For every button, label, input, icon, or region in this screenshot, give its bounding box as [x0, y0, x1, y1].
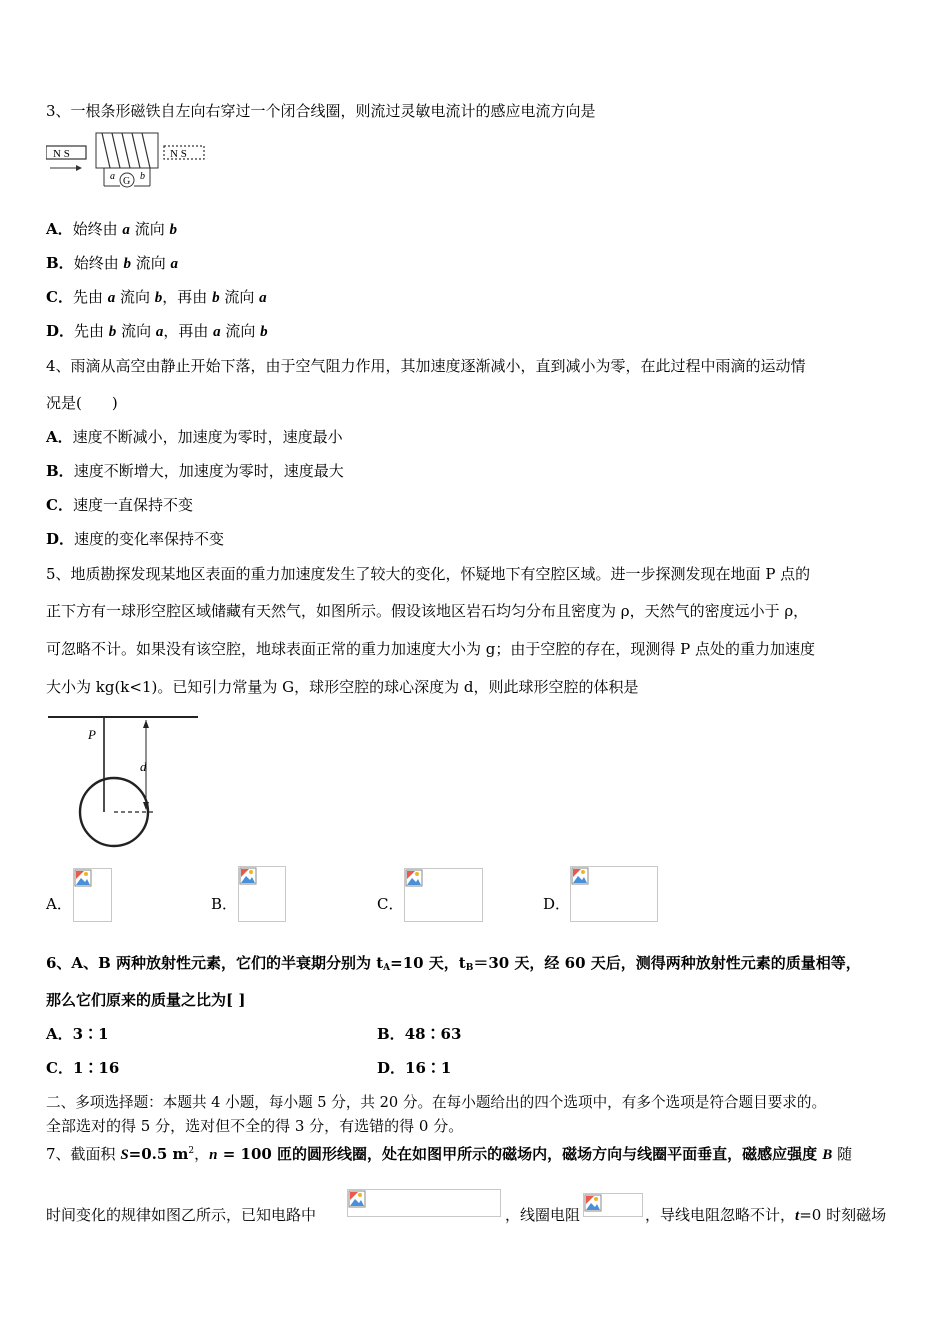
q7-stem-line2-part2: ，线圈电阻 [505, 1206, 581, 1224]
broken-image-icon [348, 1190, 366, 1208]
q4-option-c: C．速度一直保持不变 [46, 496, 193, 514]
q5-option-c-label: C． [377, 895, 404, 913]
q6-option-d: D．16∶1 [377, 1059, 452, 1077]
q7-stem-line2-part3: ，导线电阻忽略不计，t=0 时刻磁场 [645, 1206, 887, 1224]
q3-option-d: D．先由 b 流向 a，再由 a 流向 b [46, 322, 268, 340]
q6-stem-line1: 6、A、B 两种放射性元素，它们的半衰期分别为 $t_A=10$ 天，$t_B=30$ 天，经 60 天后，测得两种放射性元素的质量相等， [46, 954, 861, 973]
q6-stem-line2: 那么它们原来的质量之比为[ ] [46, 991, 246, 1009]
q4-option-a: A．速度不断减小，加速度为零时，速度最小 [46, 428, 343, 446]
q7-coil-resistance-image [583, 1193, 643, 1217]
q6-option-c: C．1∶16 [46, 1059, 120, 1077]
q7-circuit-resistance-image [347, 1189, 501, 1217]
q4-option-b: B．速度不断增大，加速度为零时，速度最大 [46, 462, 344, 480]
q5-point-p-label: P [88, 727, 96, 742]
q3-magnet-left-label: N S [53, 148, 70, 160]
q5-stem-line2: 正下方有一球形空腔区域储藏有天然气，如图所示。假设该地区岩石均匀分布且密度为 ρ，天然气的密度远小于 ρ， [46, 602, 809, 620]
q3-galvanometer-label: G [123, 176, 131, 187]
broken-image-icon [405, 869, 423, 887]
section2-heading-line2: 全部选对的得 5 分，选对但不全的得 3 分，有选错的得 0 分。 [46, 1117, 464, 1135]
q5-cavity-figure [46, 708, 206, 848]
broken-image-icon [571, 867, 589, 885]
q5-option-d-image [570, 866, 658, 922]
broken-image-icon [239, 867, 257, 885]
q6-option-a: A．3∶1 [46, 1025, 109, 1043]
q3-option-b: B．始终由 b 流向 a [46, 254, 179, 272]
q5-option-a-label: A． [46, 895, 72, 913]
q5-depth-d-label: d [140, 759, 147, 774]
q4-stem-line1: 4、雨滴从高空由静止开始下落，由于空气阻力作用，其加速度逐渐减小，直到减小为零，在此过程中雨滴的运动情 [46, 357, 806, 375]
broken-image-icon [74, 869, 92, 887]
q3-stem: 3、一根条形磁铁自左向右穿过一个闭合线圈，则流过灵敏电流计的感应电流方向是 [46, 102, 596, 120]
q6-option-b: B．48∶63 [377, 1025, 462, 1043]
q5-stem-line4: 大小为 kg(k<1)。已知引力常量为 G，球形空腔的球心深度为 d，则此球形空腔的体积是 [46, 678, 639, 696]
q3-option-a: A．始终由 a 流向 b [46, 220, 177, 238]
q5-option-b-image [238, 866, 286, 922]
q5-stem-line1: 5、地质勘探发现某地区表面的重力加速度发生了较大的变化，怀疑地下有空腔区域。进一步探测发现在地面 P 点的 [46, 565, 811, 583]
q5-option-b-label: B． [211, 895, 238, 913]
q7-stem-line2-part1: 时间变化的规律如图乙所示，已知电路中 [46, 1206, 317, 1224]
q3-magnet-coil-figure [46, 128, 211, 190]
q4-option-d: D．速度的变化率保持不变 [46, 530, 225, 548]
q3-point-b-label: b [140, 171, 145, 182]
q5-option-a-image [73, 868, 112, 922]
q4-stem-line2: 况是( ) [46, 394, 118, 412]
q3-option-c: C．先由 a 流向 b，再由 b 流向 a [46, 288, 267, 306]
q3-magnet-right-label: N S [170, 148, 187, 160]
q5-option-c-image [404, 868, 483, 922]
q5-option-d-label: D． [543, 895, 571, 913]
q5-stem-line3: 可忽略不计。如果没有该空腔，地球表面正常的重力加速度大小为 g；由于空腔的存在，现测得 P 点处的重力加速度 [46, 640, 816, 658]
broken-image-icon [584, 1194, 602, 1212]
section2-heading-line1: 二、多项选择题：本题共 4 小题，每小题 5 分，共 20 分。在每小题给出的四个选项中，有多个选项是符合题目要求的。 [46, 1094, 827, 1111]
q7-stem-line1: 7、截面积 S=0.5 $m^2$，n = 100 匝的圆形线圈，处在如图甲所示的磁场内，磁场方向与线圈平面垂直，磁感应强度 B 随 [46, 1145, 853, 1163]
q3-point-a-label: a [110, 171, 115, 182]
